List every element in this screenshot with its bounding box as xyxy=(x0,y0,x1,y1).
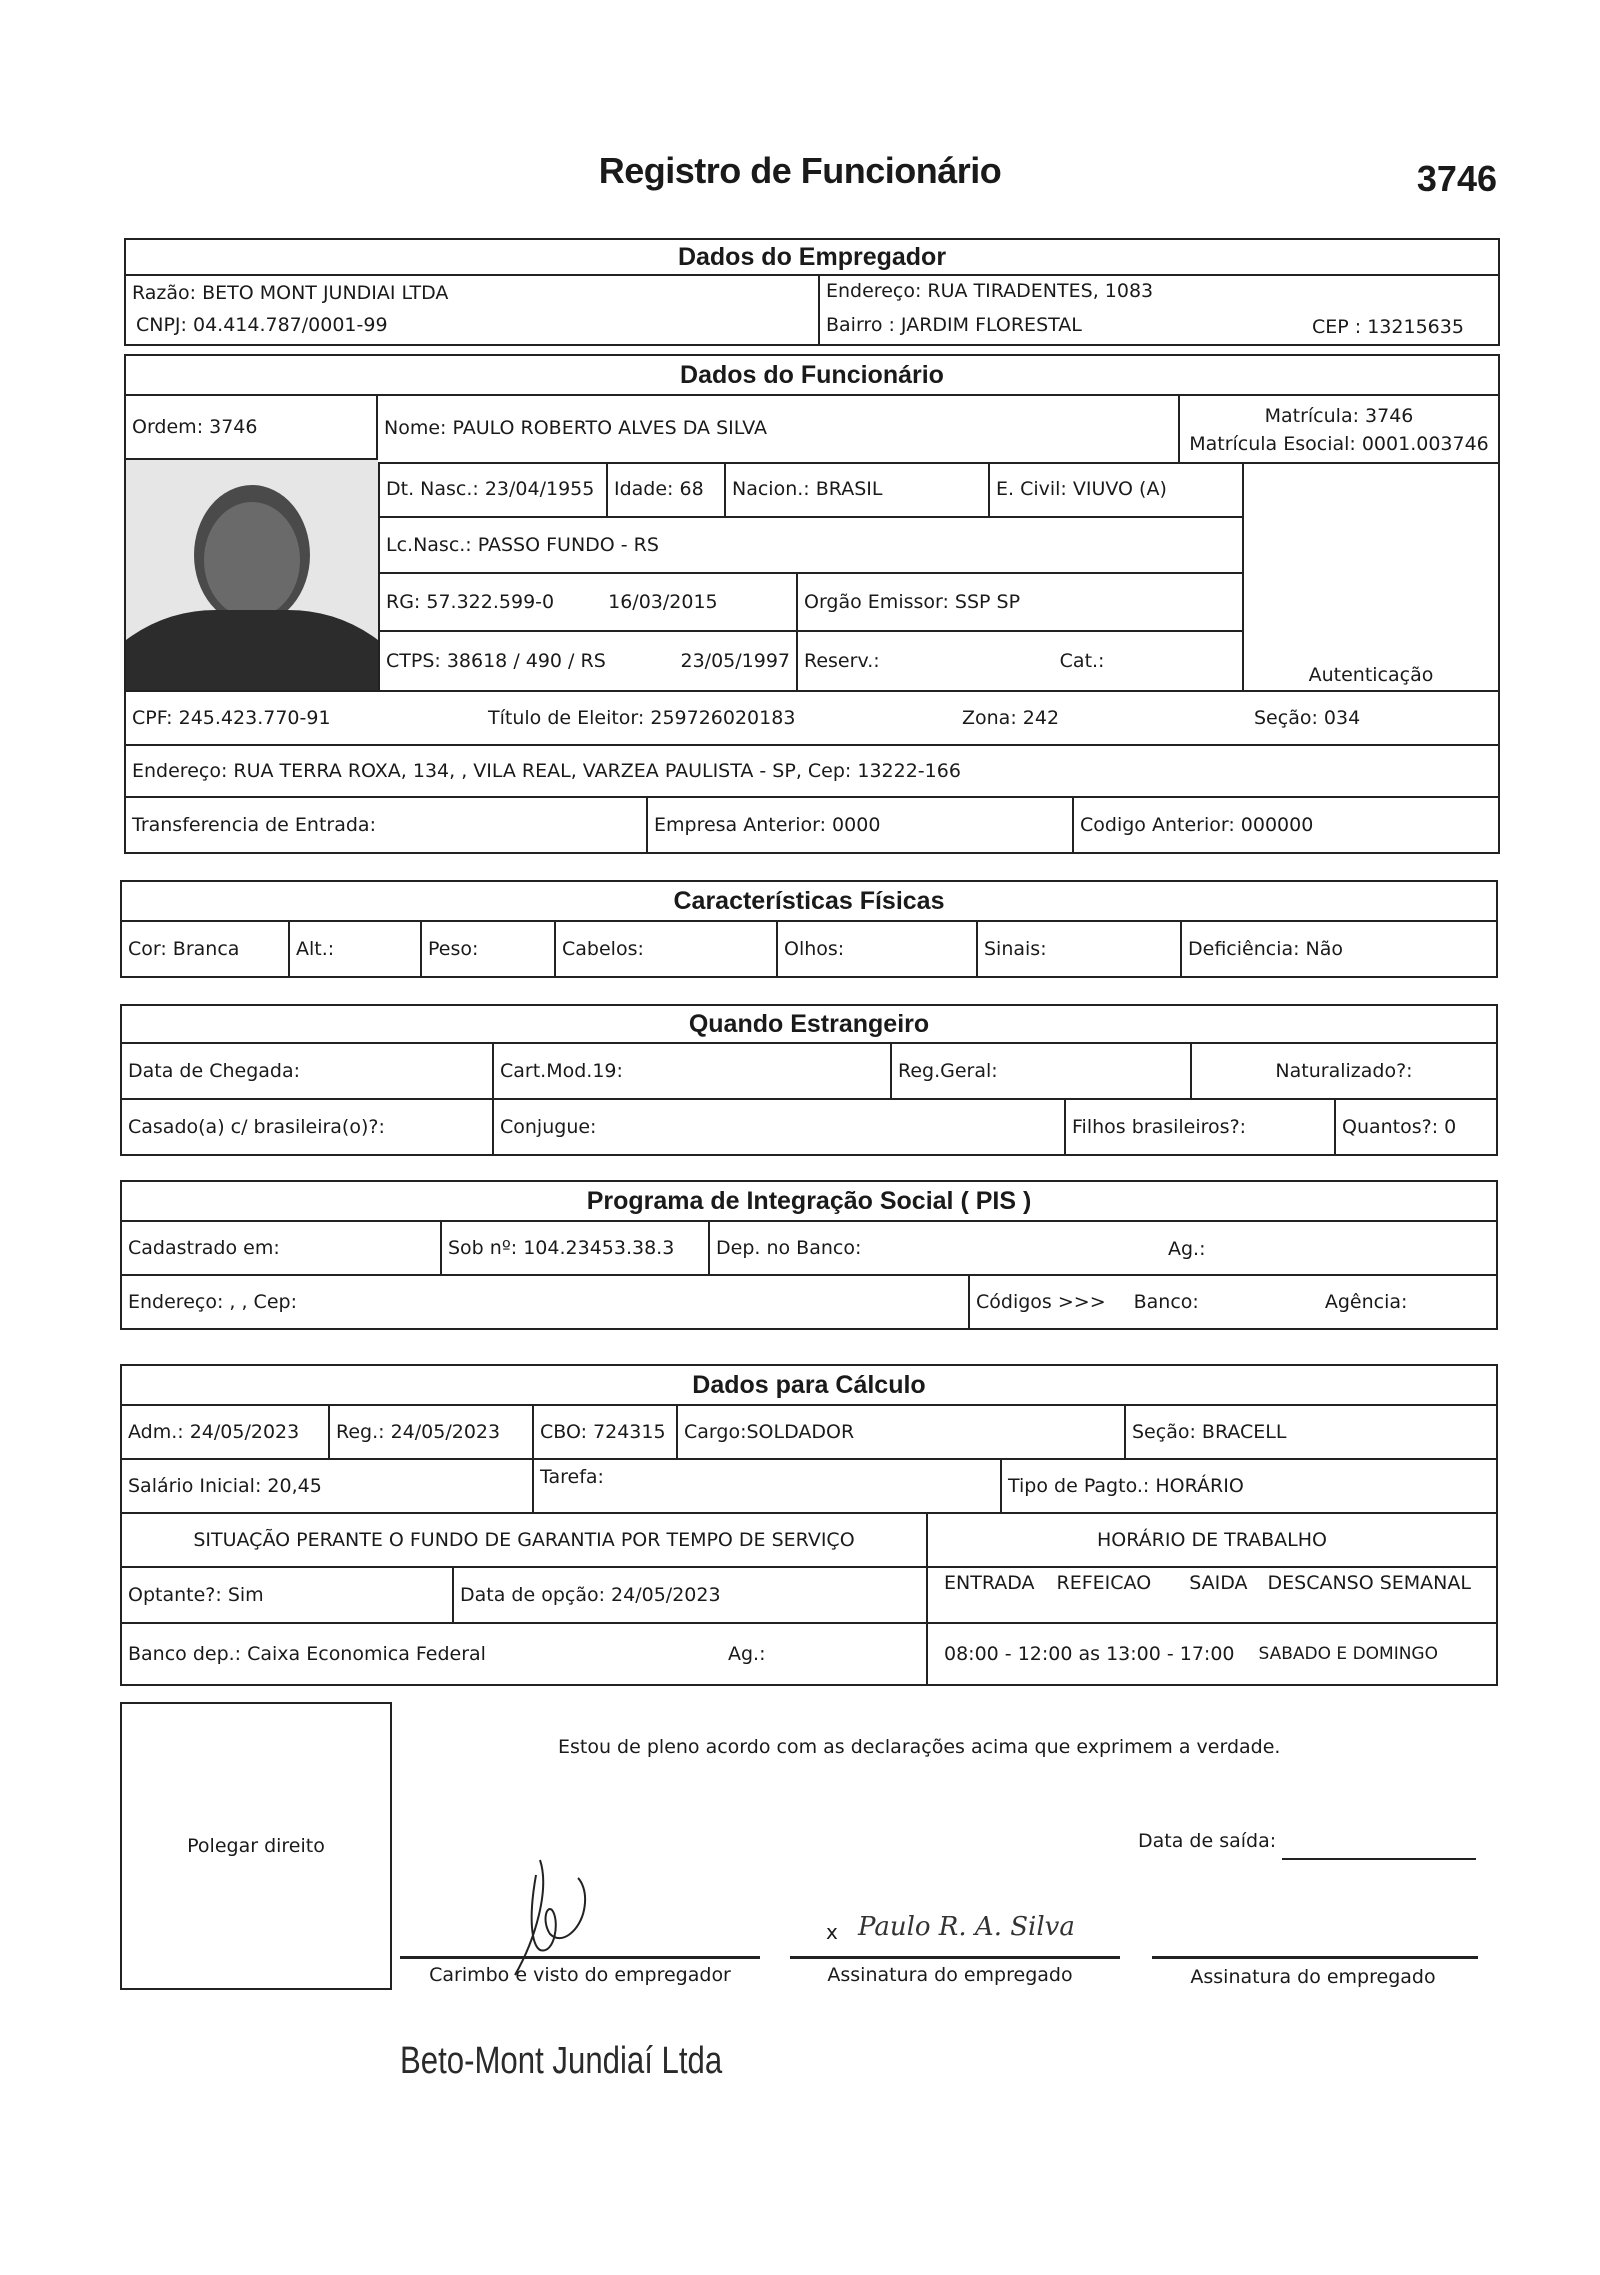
employee-matricula-esocial: Matrícula Esocial: 0001.003746 xyxy=(1189,433,1489,455)
employee-name: Nome: PAULO ROBERTO ALVES DA SILVA xyxy=(384,417,768,439)
horario-col-entrada: ENTRADA xyxy=(944,1572,1035,1594)
physical-peso: Peso: xyxy=(420,922,554,976)
thumbprint-box xyxy=(120,1702,392,1990)
employee-rg-date: 16/03/2015 xyxy=(608,591,718,613)
pis-section xyxy=(120,1180,1498,1330)
employer-header: Dados do Empregador xyxy=(126,240,1498,276)
calc-banco-dep: Banco dep.: Caixa Economica Federal xyxy=(128,1643,486,1665)
employee-cpf: CPF: 245.423.770-91 xyxy=(132,707,331,729)
foreigner-cart-mod: Cart.Mod.19: xyxy=(492,1044,890,1100)
employee-ctps xyxy=(378,632,796,690)
authentication-box: Autenticação xyxy=(1308,664,1434,686)
thumbprint-label: Polegar direito xyxy=(187,1835,325,1857)
foreigner-conjugue: Conjugue: xyxy=(492,1100,1064,1154)
foreigner-naturalizado: Naturalizado?: xyxy=(1190,1044,1496,1100)
employee-signature-line-2 xyxy=(1152,1956,1478,1959)
physical-olhos: Olhos: xyxy=(776,922,976,976)
physical-cor: Cor: Branca xyxy=(128,938,240,960)
employee-rg-number: RG: 57.322.599-0 xyxy=(386,591,555,613)
employee-matricula xyxy=(1178,396,1498,464)
document-number: 3746 xyxy=(1416,158,1497,199)
employee-cat-label: Cat.: xyxy=(1059,650,1105,672)
horario-valores: 08:00 - 12:00 as 13:00 - 17:00 xyxy=(944,1643,1235,1665)
calc-ag: Ag.: xyxy=(728,1643,766,1665)
physical-alt: Alt.: xyxy=(288,922,420,976)
employee-empresa-anterior: Empresa Anterior: 0000 xyxy=(646,798,1072,852)
calculation-section xyxy=(120,1364,1498,1686)
calculation-header: Dados para Cálculo xyxy=(122,1366,1496,1406)
employer-razao: Razão: BETO MONT JUNDIAI LTDA xyxy=(132,282,449,304)
employee-orgao-emissor: Orgão Emissor: SSP SP xyxy=(796,574,1244,632)
employee-reserv-label: Reserv.: xyxy=(804,650,880,672)
pis-codigos xyxy=(968,1276,1496,1328)
foreigner-casado: Casado(a) c/ brasileira(o)?: xyxy=(128,1116,385,1138)
calc-salario: Salário Inicial: 20,45 xyxy=(122,1460,532,1514)
physical-header: Características Físicas xyxy=(122,882,1496,922)
physical-cabelos: Cabelos: xyxy=(554,922,776,976)
company-footer: Beto-Mont Jundiaí Ltda xyxy=(400,2040,723,2082)
exit-date-line xyxy=(1282,1858,1476,1860)
horario-col-descanso: DESCANSO SEMANAL xyxy=(1267,1572,1471,1594)
pis-ag: Ag.: xyxy=(1168,1238,1206,1260)
pis-header: Programa de Integração Social ( PIS ) xyxy=(122,1182,1496,1222)
employer-signature-label: Carimbo e visto do empregador xyxy=(429,1964,731,1986)
pis-dep-banco: Dep. no Banco: xyxy=(708,1222,1496,1276)
calc-cargo: Cargo:SOLDADOR xyxy=(676,1406,1124,1460)
calc-fgts-header: SITUAÇÃO PERANTE O FUNDO DE GARANTIA POR TEMPO DE SERVIÇO xyxy=(122,1514,926,1568)
employee-header: Dados do Funcionário xyxy=(126,356,1498,396)
foreigner-data-chegada: Data de Chegada: xyxy=(122,1044,492,1100)
horario-col-saida: SAIDA xyxy=(1189,1572,1248,1594)
declaration-text: Estou de pleno acordo com as declarações acima que exprimem a verdade. xyxy=(558,1736,1281,1758)
employee-section xyxy=(124,354,1500,854)
pis-codigos-label: Códigos >>> xyxy=(976,1291,1106,1313)
employee-address: Endereço: RUA TERRA ROXA, 134, , VILA REAL, VARZEA PAULISTA - SP, Cep: 13222-166 xyxy=(126,744,1498,798)
calc-horario-header: HORÁRIO DE TRABALHO xyxy=(926,1514,1496,1568)
calc-tarefa: Tarefa: xyxy=(532,1460,1000,1514)
employer-cnpj: CNPJ: 04.414.787/0001-99 xyxy=(136,314,388,336)
calc-adm: Adm.: 24/05/2023 xyxy=(122,1406,328,1460)
employee-birthplace: Lc.Nasc.: PASSO FUNDO - RS xyxy=(378,518,1244,574)
employee-signature-label-2: Assinatura do empregado xyxy=(1190,1966,1436,1988)
employee-signature-line-1 xyxy=(790,1956,1120,1959)
employee-civil-status: E. Civil: VIUVO (A) xyxy=(988,462,1244,518)
employee-ctps-date: 23/05/1997 xyxy=(680,650,790,672)
calc-optante: Optante?: Sim xyxy=(122,1568,452,1624)
employee-titulo-eleitor: Título de Eleitor: 259726020183 xyxy=(488,707,796,729)
calc-reg: Reg.: 24/05/2023 xyxy=(328,1406,532,1460)
foreigner-header: Quando Estrangeiro xyxy=(122,1006,1496,1044)
employer-address: Endereço: RUA TIRADENTES, 1083 xyxy=(818,276,1318,346)
employee-reserv xyxy=(796,632,1244,690)
employee-photo xyxy=(126,460,378,690)
pis-banco: Banco: xyxy=(1133,1291,1199,1313)
foreigner-filhos: Filhos brasileiros?: xyxy=(1064,1100,1334,1154)
page-title: Registro de Funcionário xyxy=(598,150,1002,191)
calc-data-opcao: Data de opção: 24/05/2023 xyxy=(452,1568,926,1624)
calc-cbo: CBO: 724315 xyxy=(532,1406,676,1460)
descanso-valor: SABADO E DOMINGO xyxy=(1258,1644,1438,1664)
pis-endereco: Endereço: , , Cep: xyxy=(128,1291,297,1313)
exit-date-label: Data de saída: xyxy=(1138,1830,1277,1852)
horario-col-refeicao: REFEICAO xyxy=(1056,1572,1152,1594)
employee-signature-label-1: Assinatura do empregado xyxy=(827,1964,1073,1986)
employee-zona: Zona: 242 xyxy=(962,707,1060,729)
foreigner-quantos: Quantos?: 0 xyxy=(1334,1100,1496,1154)
calc-horario-values xyxy=(926,1624,1496,1684)
employee-codigo-anterior: Codigo Anterior: 000000 xyxy=(1072,798,1498,852)
employee-signature: Paulo R. A. Silva xyxy=(858,1912,1075,1942)
pis-agencia: Agência: xyxy=(1324,1291,1408,1313)
calc-secao: Seção: BRACELL xyxy=(1124,1406,1496,1460)
employee-signature-x: x xyxy=(826,1920,838,1944)
employee-secao: Seção: 034 xyxy=(1254,707,1361,729)
calc-tipo-pagto: Tipo de Pagto.: HORÁRIO xyxy=(1000,1460,1496,1514)
calc-horario-columns xyxy=(926,1568,1496,1624)
employee-birthdate: Dt. Nasc.: 23/04/1955 xyxy=(378,462,606,518)
employer-section xyxy=(124,238,1500,346)
employer-bairro: Bairro : JARDIM FLORESTAL xyxy=(826,314,1082,336)
employee-rg xyxy=(378,574,796,632)
employee-transferencia: Transferencia de Entrada: xyxy=(132,814,376,836)
employee-ctps-number: CTPS: 38618 / 490 / RS xyxy=(386,650,606,672)
employer-cep: CEP : 13215635 xyxy=(1312,316,1464,338)
employee-nationality: Nacion.: BRASIL xyxy=(724,462,988,518)
foreigner-reg-geral: Reg.Geral: xyxy=(890,1044,1190,1100)
pis-sob-numero: Sob nº: 104.23453.38.3 xyxy=(440,1222,708,1276)
employee-matricula-value: Matrícula: 3746 xyxy=(1264,405,1414,427)
physical-sinais: Sinais: xyxy=(976,922,1180,976)
person-photo-icon xyxy=(126,460,378,690)
employee-ordem: Ordem: 3746 xyxy=(126,396,378,460)
employer-signature-line xyxy=(400,1956,760,1959)
pis-cadastrado: Cadastrado em: xyxy=(122,1222,440,1276)
employee-age: Idade: 68 xyxy=(606,462,724,518)
physical-deficiencia: Deficiência: Não xyxy=(1180,922,1496,976)
physical-section xyxy=(120,880,1498,978)
employer-signature-icon xyxy=(480,1850,640,1980)
foreigner-section xyxy=(120,1004,1498,1156)
